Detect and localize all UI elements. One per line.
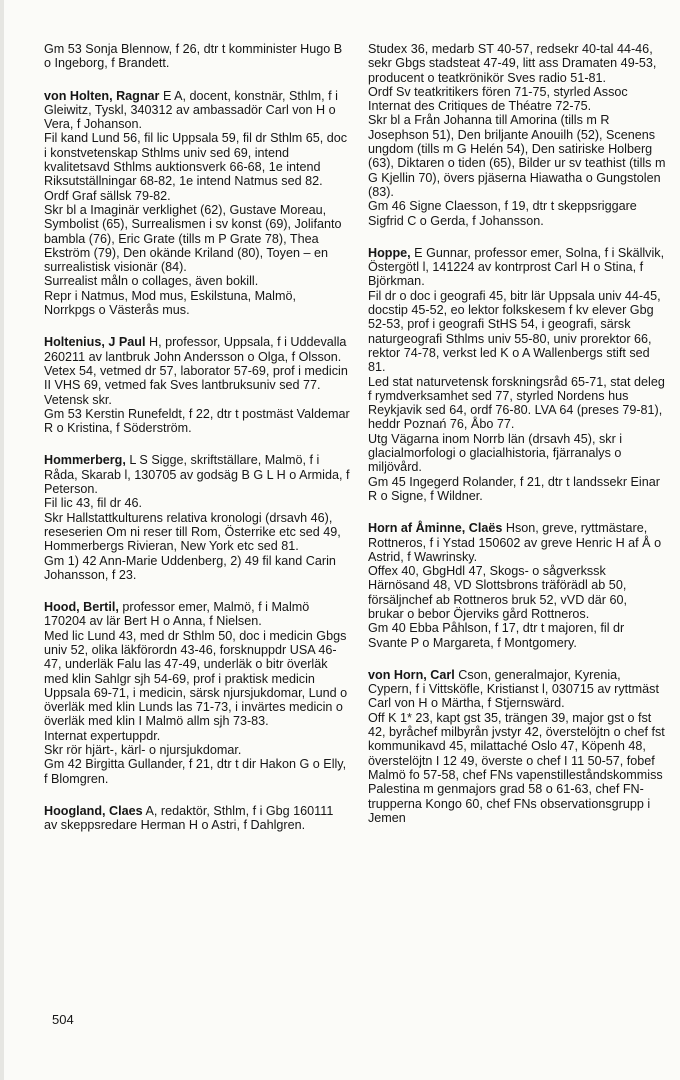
entry-paragraph: Gm 46 Signe Claesson, f 19, dtr t skeppsriggare Sigfrid C o Gerda, f Johansson. [368,199,637,228]
entry-paragraph: Studex 36, medarb ST 40-57, redsekr 40-tal 44-46, sekr Gbgs stadsteat 47-49, litt ass Dramaten 49-53, producent o teatkrönikör Sves radio 51-81. [368,42,657,85]
entry-paragraph: Fil dr o doc i geografi 45, bitr lär Uppsala univ 44-45, docstip 45-52, eo lektor folkskesem f kv elever Gbg 52-53, prof i geografi StHS 54, i geografi, särsk naturgeografi Sthlms univ 55-80, univ prorektor 66, rektor 74-78, verkst led K o A Wallenbergs stift sed 81. [368,288,661,375]
entry-paragraph: Surrealist måln o collages, även bokill. [44,274,259,289]
entry-paragraph: Fil lic 43, fil dr 46. [44,496,142,511]
entry-paragraph: Gm 42 Birgitta Gullander, f 21, dtr t dir Hakon G o Elly, f Blomgren. [44,757,347,786]
entry-heading [368,668,666,711]
entry-heading-text: Cson, generalmajor, Kyrenia, Cypern, f i Vittsköfle, Kristianst l, 030715 av ryttmäst Carl von H o Märtha, f Stjernswärd. [368,667,659,711]
entry-paragraph: Gm 1) 42 Ann-Marie Uddenberg, 2) 49 fil kand Carin Johansson, f 23. [44,553,336,582]
entry-paragraph: Skr bl a Imaginär verklighet (62), Gustave Moreau, Symbolist (65), Surrealismen i sv konst (69), Jolifanto bambla (76), Eric Grate (tills m P Grate 78), Thea Ekström (79), Den okände Kriland (80), Toyen – en surrealistisk visionär (84). [44,202,342,275]
page-edge-shadow [0,0,4,1080]
entry-paragraph: Offex 40, GbgHdl 47, Skogs- o sågverkssk Härnösand 48, VD Slottsbrons träförädl ab 50, försäljnchef ab Rottneros bruk 52, vVD där 60, brukar o bebor Öjerviks gård Rottneros. [368,564,628,621]
entry-headword: Horn af Åminne, Claës [368,521,503,536]
entry-paragraph: Utg Vägarna inom Norrb län (drsavh 45), skr i glacialmorfologi o glacialhistoria, fjärranalys o miljövård. [368,431,623,475]
entry-paragraph: Gm 53 Kerstin Runefeldt, f 22, dtr t postmäst Valdemar R o Kristina, f Söderström. [44,406,350,436]
right-column [368,42,666,843]
biography-entry [44,89,350,318]
entry-paragraph: Gm 40 Ebba Påhlson, f 17, dtr t majoren, fil dr Svante P o Margareta, f Montgomery. [368,621,625,650]
biography-entry [368,521,666,650]
biography-entry [368,42,666,228]
biography-entry [44,453,350,582]
entry-heading [368,521,666,564]
entry-heading [44,600,350,629]
biography-entry [44,335,350,435]
entry-heading [368,246,666,289]
biography-entry [368,246,666,503]
entry-heading [44,453,350,496]
entry-heading-text: professor emer, Malmö, f i Malmö 170204 av lär Bert H o Anna, f Nielsen. [44,600,310,629]
entry-paragraph: Skr rör hjärt-, kärl- o njursjukdomar. [44,743,242,758]
entry-headword: Hood, Bertil, [44,600,119,615]
page-number: 504 [52,1012,74,1027]
biography-entry [368,668,666,825]
entry-paragraph: Ordf Sv teatkritikers fören 71-75, styrled Assoc Internat des Critiques de Théatre 72-75. [368,84,628,114]
entry-headword: von Holten, Ragnar [44,88,160,103]
entry-paragraph: Vetex 54, vetmed dr 57, laborator 57-69, prof i medicin II VHS 69, vetmed fak Sves lantbruksuniv sed 77. [44,363,348,393]
entry-heading [44,89,350,132]
entry-heading-text: E Gunnar, professor emer, Solna, f i Skällvik, Östergötl l, 141224 av kontrprost Carl H o Stina, f Björkman. [368,245,665,289]
entry-heading [44,335,350,364]
entry-paragraph: Internat expertuppdr. [44,728,161,743]
entry-paragraph: Off K 1* 23, kapt gst 35, trängen 39, major gst o fst 42, byråchef milbyrån jvstyr 42, överstelöjtn o chef fst kommunikavd 45, milattaché Oslo 47, Köpenh 48, överstelöjtn I 12 49, överste o chef I 11 50-57, fobef Malmö fo 57-58, chef FNs vapenstilleståndskommiss Palestina m genmajors grad 58 o 61-63, chef FN-trupperna Kongo 60, chef FNs observationsgrupp i Jemen [368,710,665,825]
biography-entry [44,804,350,833]
entry-headword: Holtenius, J Paul [44,335,146,350]
biography-entry [44,600,350,786]
entry-paragraph: Led stat naturvetensk forskningsråd 65-71, stat deleg f rymdverksamhet sed 77, styrled Nordens hus Reykjavik sed 64, ordf 76-80. LVA 64 (preses 79-81), heddr Poznań 76, Åbo 77. [368,374,665,432]
entry-paragraph: Gm 53 Sonja Blennow, f 26, dtr t komminister Hugo B o Ingeborg, f Brandett. [44,42,343,71]
entry-paragraph: Vetensk skr. [44,392,112,407]
entry-heading-text: A, redaktör, Sthlm, f i Gbg 160111 av skeppsredare Herman H o Astri, f Dahlgren. [44,803,334,833]
entry-paragraph: Repr i Natmus, Mod mus, Eskilstuna, Malmö, Norrkpgs o Västerås mus. [44,288,296,318]
entry-paragraph: Med lic Lund 43, med dr Sthlm 50, doc i medicin Gbgs univ 52, olika läkförordn 43-46, forsknuppdr USA 46-47, underläk Falu las 47-49, underläk o bitr överläk med klin Sahlgr sjh 54-69, prof i praktisk medicin Uppsala 69-71, i medicin, särsk njursjukdomar, Lund o överläk med klin Lunds las 71-73, i invärtes medicin o överläk med klin I Malmö allm sjh 73-83. [44,628,348,729]
entry-headword: von Horn, Carl [368,667,455,682]
entry-heading [44,804,350,833]
left-column [44,42,350,851]
entry-headword: Hoppe, [368,245,411,260]
entry-paragraph: Skr Hallstattkulturens relativa kronologi (drsavh 46), reseserien Om ni reser till Rom, Österrike etc sed 49, Hommerbergs Rivieran, New York etc sed 81. [44,510,341,554]
entry-heading-text: E A, docent, konstnär, Sthlm, f i Gleiwitz, Tyskl, 340312 av ambassadör Carl von H o Vera, f Johanson. [44,88,338,132]
entry-heading-text: Hson, greve, ryttmästare, Rottneros, f i Ystad 150602 av greve Henric H af Å o Astrid, f Wawrinsky. [368,521,662,564]
biography-entry [44,42,350,71]
entry-paragraph: Ordf Graf sällsk 79-82. [44,188,171,203]
entry-headword: Hommerberg, [44,453,126,468]
entry-heading-text: H, professor, Uppsala, f i Uddevalla 260211 av lantbruk John Andersson o Olga, f Olsson. [44,335,347,364]
entry-heading-text: L S Sigge, skriftställare, Malmö, f i Råda, Skarab l, 130705 av godsäg B G L H o Armida, f Peterson. [44,453,350,497]
entry-paragraph: Fil kand Lund 56, fil lic Uppsala 59, fil dr Sthlm 65, doc i konstvetenskap Sthlms univ sed 69, intend kvalitetsavd Sthlms auktionsverk 66-68, 1e intend Riksutställningar 68-82, 1e intend Natmus sed 82. [44,131,348,189]
entry-paragraph: Gm 45 Ingegerd Rolander, f 21, dtr t landssekr Einar R o Signe, f Wildner. [368,474,660,503]
entry-headword: Hoogland, Claes [44,803,143,818]
entry-paragraph: Skr bl a Från Johanna till Amorina (tills m R Josephson 51), Den briljante Anouilh (52), Scenens ungdom (tills m G Helén 54), Den satiriske Holberg (63), Diktaren o tiden (65), Bilder ur sv teathist (tills m G Kjellin 70), övers pjäserna Hiawatha o Gungstolen (83). [368,113,666,199]
